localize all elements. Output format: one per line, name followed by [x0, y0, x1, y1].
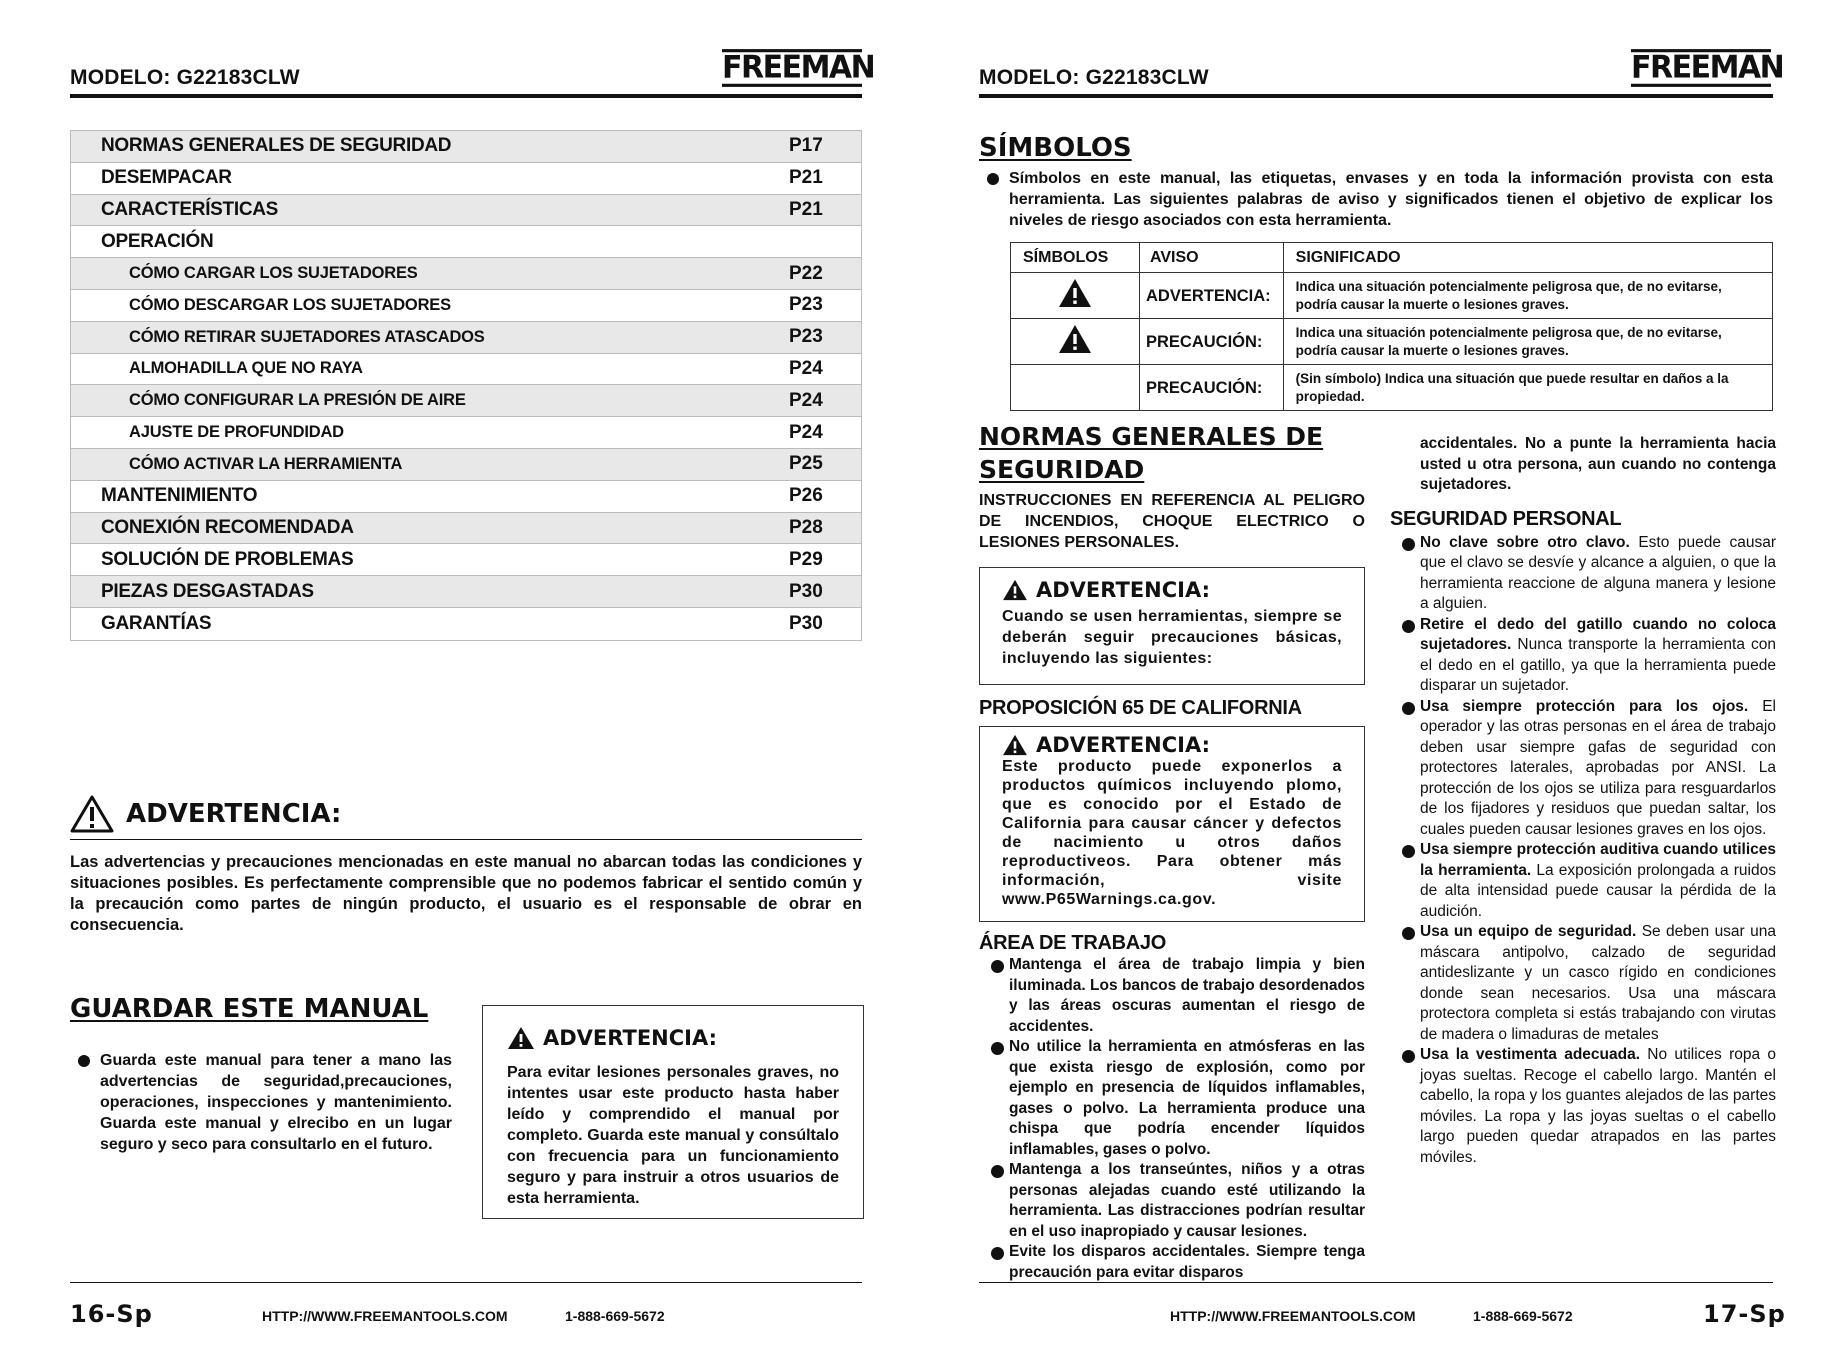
list-item-lead: Usa siempre protección para los ojos.: [1420, 697, 1749, 715]
toc-page: P17: [789, 135, 823, 157]
toc-page: P24: [789, 357, 823, 379]
footer-rule: [70, 1282, 862, 1283]
list-item: [979, 955, 1365, 1037]
save-manual-warning: [482, 1005, 864, 1219]
toc-page: P29: [789, 548, 823, 570]
warning-title-text: ADVERTENCIA:: [1036, 578, 1211, 602]
symbols-intro: Símbolos en este manual, las etiquetas, envases y en toda la información provista con esta herramienta. Las siguientes palabras de aviso y significados tienen el objetivo de explicar los niveles de riesgo asociados con esta herramienta.: [979, 168, 1773, 231]
column-header: AVISO: [1140, 243, 1284, 273]
column-header: SIGNIFICADO: [1283, 243, 1772, 273]
toc-page: P26: [789, 485, 823, 507]
heading-line: NORMAS GENERALES DE: [979, 422, 1324, 451]
list-item: [1390, 922, 1776, 1045]
list-item: [1390, 840, 1776, 922]
warning-title: [70, 795, 862, 840]
header-rule: [70, 94, 862, 98]
toc-label: CÓMO RETIRAR SUJETADORES ATASCADOS: [129, 327, 485, 346]
list-item: [1390, 697, 1776, 841]
toc-page: P30: [789, 612, 823, 634]
footer-phone: 1-888-669-5672: [565, 1308, 665, 1324]
warning-body: Este producto puede exponerlos a productos químicos incluyendo plomo, que es conocido por el Estado de California para causar cáncer y defectos de nacimiento u otros daños reproductiveos. Para obtener más información, visite www.P65Warnings.ca.gov.: [1002, 758, 1342, 908]
list-item: [979, 1160, 1365, 1242]
safety-rules-subheading: INSTRUCCIONES EN REFERENCIA AL PELIGRO DE INCENDIOS, CHOQUE ELECTRICO O LESIONES PERSONALES.: [979, 492, 1365, 551]
toc-label: OPERACIÓN: [101, 230, 214, 252]
significado-cell: (Sin símbolo) Indica una situación que puede resultar en daños a la propiedad.: [1283, 365, 1772, 411]
continuation-text: accidentales. No a punte la herramienta hacia usted u otra persona, aun cuando no contenga sujetadores.: [1420, 435, 1776, 493]
warning-triangle-icon: [1002, 734, 1028, 756]
page-number: 17-Sp: [1703, 1300, 1786, 1328]
toc-label: SOLUCIÓN DE PROBLEMAS: [101, 548, 354, 570]
symbols-table: [1010, 242, 1773, 411]
save-manual-bullet: Guarda este manual para tener a mano las advertencias de seguridad,precauciones, operaciones, inspecciones y mantenimiento. Guarda este manual y elrecibo en un lugar seguro y seco para consultarlo en el futuro.: [70, 1050, 452, 1155]
toc-label: CÓMO CONFIGURAR LA PRESIÓN DE AIRE: [129, 391, 466, 410]
warning-body: Las advertencias y precauciones mencionadas en este manual no abarcan todas las condiciones y situaciones posibles. Es perfectamente comprensible que no podemos fabricar el sentido común y la precaución como partes de ningún producto, el usuario es el responsable de obrar en consecuencia.: [70, 853, 862, 934]
warning-triangle-icon: [1058, 324, 1092, 354]
header-rule: [979, 94, 1773, 98]
warning-title: [507, 1026, 839, 1050]
toc-row: [71, 226, 861, 258]
list-item-lead: Retire el dedo del gatillo cuando no coloca sujetadores.: [1420, 615, 1776, 653]
toc-label: CÓMO CARGAR LOS SUJETADORES: [129, 264, 418, 283]
toc-page: P24: [789, 421, 823, 443]
toc-row: [71, 576, 861, 608]
toc-page: P25: [789, 453, 823, 475]
aviso-cell: ADVERTENCIA:: [1140, 273, 1284, 319]
list-item-text: Se deben usar una máscara antipolvo, calzado de seguridad antideslizante y un casco rígido en condiciones donde sean necesarios. Usa una máscara protectora completa si estás trabajando con virutas de madera o limaduras de metales: [1420, 923, 1776, 1043]
toc-page: P21: [789, 198, 823, 220]
toc-label: GARANTÍAS: [101, 612, 212, 634]
toc-label: DESEMPACAR: [101, 167, 232, 189]
toc-page: P24: [789, 389, 823, 411]
toc-label: MANTENIMIENTO: [101, 485, 258, 507]
page-number: 16-Sp: [70, 1300, 153, 1328]
prop65-warning-box: [979, 726, 1365, 922]
toc-label: NORMAS GENERALES DE SEGURIDAD: [101, 135, 452, 157]
table-row: [1011, 319, 1773, 365]
list-item: [979, 1242, 1365, 1283]
left-column: [979, 420, 1365, 1283]
list-item-lead: Usa un equipo de seguridad.: [1420, 923, 1637, 940]
toc-page: P21: [789, 167, 823, 189]
toc-label: CÓMO ACTIVAR LA HERRAMIENTA: [129, 454, 403, 473]
warning-triangle-icon: [1058, 278, 1092, 308]
list-item-text: Siempre tenga precaución para evitar disparos: [1009, 1243, 1365, 1281]
column-header: SÍMBOLOS: [1011, 243, 1140, 273]
list-item-lead: No utilice la herramienta en atmósferas en las que exista riesgo de explosión, como por ejemplo en presencia de líquidos inflamables, gases o polvo.: [1009, 1038, 1365, 1117]
list-item: [1390, 533, 1776, 615]
list-item-lead: Mantenga el área de trabajo limpia y bien iluminada.: [1009, 956, 1365, 994]
list-item-lead: Mantenga a los transeúntes, niños y a otras personas alejadas cuando esté utilizando la herramienta.: [1009, 1161, 1365, 1219]
personal-safety-list: [1390, 533, 1776, 1169]
significado-cell: [1283, 319, 1772, 365]
list-item: [979, 1037, 1365, 1160]
list-item-text: La exposición prolongada a ruidos de alta intensidad puede causar la pérdida de la audición.: [1420, 861, 1776, 920]
model-label: MODELO: G22183CLW: [70, 66, 300, 89]
warning-triangle-icon: [507, 1026, 535, 1050]
significado-cell: Indica una situación potencialmente peligrosa que, de no evitarse, podría causar la muerte o lesiones graves.: [1283, 273, 1772, 319]
toc-label: AJUSTE DE PROFUNDIDAD: [129, 423, 344, 442]
table-row: [1011, 273, 1773, 319]
footer-url: HTTP://WWW.FREEMANTOOLS.COM: [262, 1308, 508, 1324]
toc-label: CÓMO DESCARGAR LOS SUJETADORES: [129, 295, 451, 314]
general-warning: [70, 795, 862, 936]
toc-row: [71, 449, 861, 481]
list-item-lead: No clave sobre otro clavo.: [1420, 533, 1630, 551]
warning-title-text: ADVERTENCIA:: [1036, 733, 1211, 757]
list-item-text: La herramienta produce una chispa que podría encender líquidos inflamables, gases o polvo.: [1009, 1099, 1365, 1158]
list-item-text: Nunca transporte la herramienta con el dedo en el gatillo, ya que la herramienta puede disparar un sujetador.: [1420, 636, 1776, 694]
list-item-lead: Usa siempre protección auditiva cuando utilices la herramienta.: [1420, 841, 1776, 879]
table-row: [1011, 365, 1773, 411]
toc-page: P23: [789, 294, 823, 316]
toc-page: P22: [789, 262, 823, 284]
list-item-lead: Usa la vestimenta adecuada.: [1420, 1046, 1641, 1063]
toc-row: [71, 354, 861, 386]
model-label: MODELO: G22183CLW: [979, 66, 1209, 89]
table-of-contents: [70, 130, 862, 641]
warning-title-text: ADVERTENCIA:: [126, 799, 342, 829]
aviso-cell: PRECAUCIÓN:: [1140, 319, 1284, 365]
toc-row: [71, 258, 861, 290]
freeman-logo: FREEMAN: [722, 49, 875, 86]
toc-page: P23: [789, 326, 823, 348]
warning-title: [1002, 733, 1342, 757]
toc-label: ALMOHADILLA QUE NO RAYA: [129, 359, 363, 378]
freeman-logo: FREEMAN: [1631, 49, 1784, 86]
toc-label: PIEZAS DESGASTADAS: [101, 580, 314, 602]
significado-line: podría causar la muerte o lesiones graves.: [1295, 342, 1569, 358]
right-page: [917, 0, 1834, 1362]
toc-row: [71, 544, 861, 576]
list-item-text: No utilices ropa o joyas sueltas. Recoge el cabello largo. Mantén el cabello, la ropa y los guantes alejados de las partes móviles. La ropa y las joyas sueltas o el cabello largo pueden quedar atrapados en las partes móviles.: [1420, 1046, 1776, 1166]
toc-row: [71, 195, 861, 227]
list-item-text: Las distracciones podrían resultar en el uso inapropiado y causar lesiones.: [1009, 1202, 1365, 1240]
footer-rule: [979, 1282, 1773, 1283]
toc-row: [71, 322, 861, 354]
save-manual-heading: GUARDAR ESTE MANUAL: [70, 994, 429, 1024]
aviso-cell: PRECAUCIÓN:: [1140, 365, 1284, 411]
warning-body: Cuando se usen herramientas, siempre se deberán seguir precauciones básicas, incluyendo las siguientes:: [1002, 608, 1342, 667]
heading-line: SEGURIDAD: [979, 455, 1145, 484]
toc-page: P28: [789, 516, 823, 538]
list-item-text: Los bancos de trabajo desordenados y las áreas oscuras aumentan el riesgo de accidentes.: [1009, 976, 1365, 1035]
list-item-text: El operador y las otras personas en el área de trabajo deben usar siempre gafas de seguridad con protectores laterales, aprobadas por ANSI. La protección de los ojos se utiliza para resguardarlos de los fijadores y residuos que puedan saltar, los cuales pueden causar lesiones graves en los ojos.: [1420, 697, 1776, 838]
toc-row: [71, 417, 861, 449]
prop65-heading: PROPOSICIÓN 65 DE CALIFORNIA: [979, 697, 1302, 719]
toc-label: CARACTERÍSTICAS: [101, 198, 279, 220]
toc-page: P30: [789, 580, 823, 602]
save-manual-section: [70, 994, 452, 1155]
list-item: [1390, 615, 1776, 697]
toc-label: CONEXIÓN RECOMENDADA: [101, 516, 354, 538]
list-item-lead: Evite los disparos accidentales.: [1009, 1243, 1250, 1260]
warning-triangle-icon: [1002, 579, 1028, 601]
work-area-heading: ÁREA DE TRABAJO: [979, 932, 1166, 954]
significado-line: Indica una situación potencialmente peligrosa que, de no evitarse,: [1295, 324, 1722, 340]
toc-row: [71, 131, 861, 163]
list-item: [1390, 1045, 1776, 1168]
toc-row: [71, 513, 861, 545]
warning-outline-icon: [70, 795, 114, 833]
symbols-heading: SÍMBOLOS: [979, 133, 1132, 163]
warning-title: [1002, 578, 1342, 602]
work-area-list: [979, 955, 1365, 1283]
safety-warning-box: [979, 567, 1365, 685]
warning-title-text: ADVERTENCIA:: [543, 1026, 718, 1050]
table-header-row: [1011, 243, 1773, 273]
toc-row: [71, 608, 861, 640]
footer-url: HTTP://WWW.FREEMANTOOLS.COM: [1170, 1308, 1416, 1324]
toc-row: [71, 481, 861, 513]
safety-rules-heading: [979, 420, 1365, 486]
personal-safety-heading: SEGURIDAD PERSONAL: [1390, 507, 1622, 530]
list-item-text: Esto puede causar que el clavo se desvíe y alcance a alguien, o que la herramienta reaccione de alguna manera y lesione a alguien.: [1420, 533, 1776, 612]
warning-body: Para evitar lesiones personales graves, no intentes usar este producto hasta haber leído y comprendido el manual por completo. Guarda este manual y consúltalo con frecuencia para un funcionamiento seguro y para instruir a otros usuarios de esta herramienta.: [507, 1064, 839, 1207]
toc-row: [71, 385, 861, 417]
toc-row: [71, 290, 861, 322]
footer-phone: 1-888-669-5672: [1473, 1308, 1573, 1324]
right-column: [1390, 434, 1776, 1168]
toc-row: [71, 163, 861, 195]
